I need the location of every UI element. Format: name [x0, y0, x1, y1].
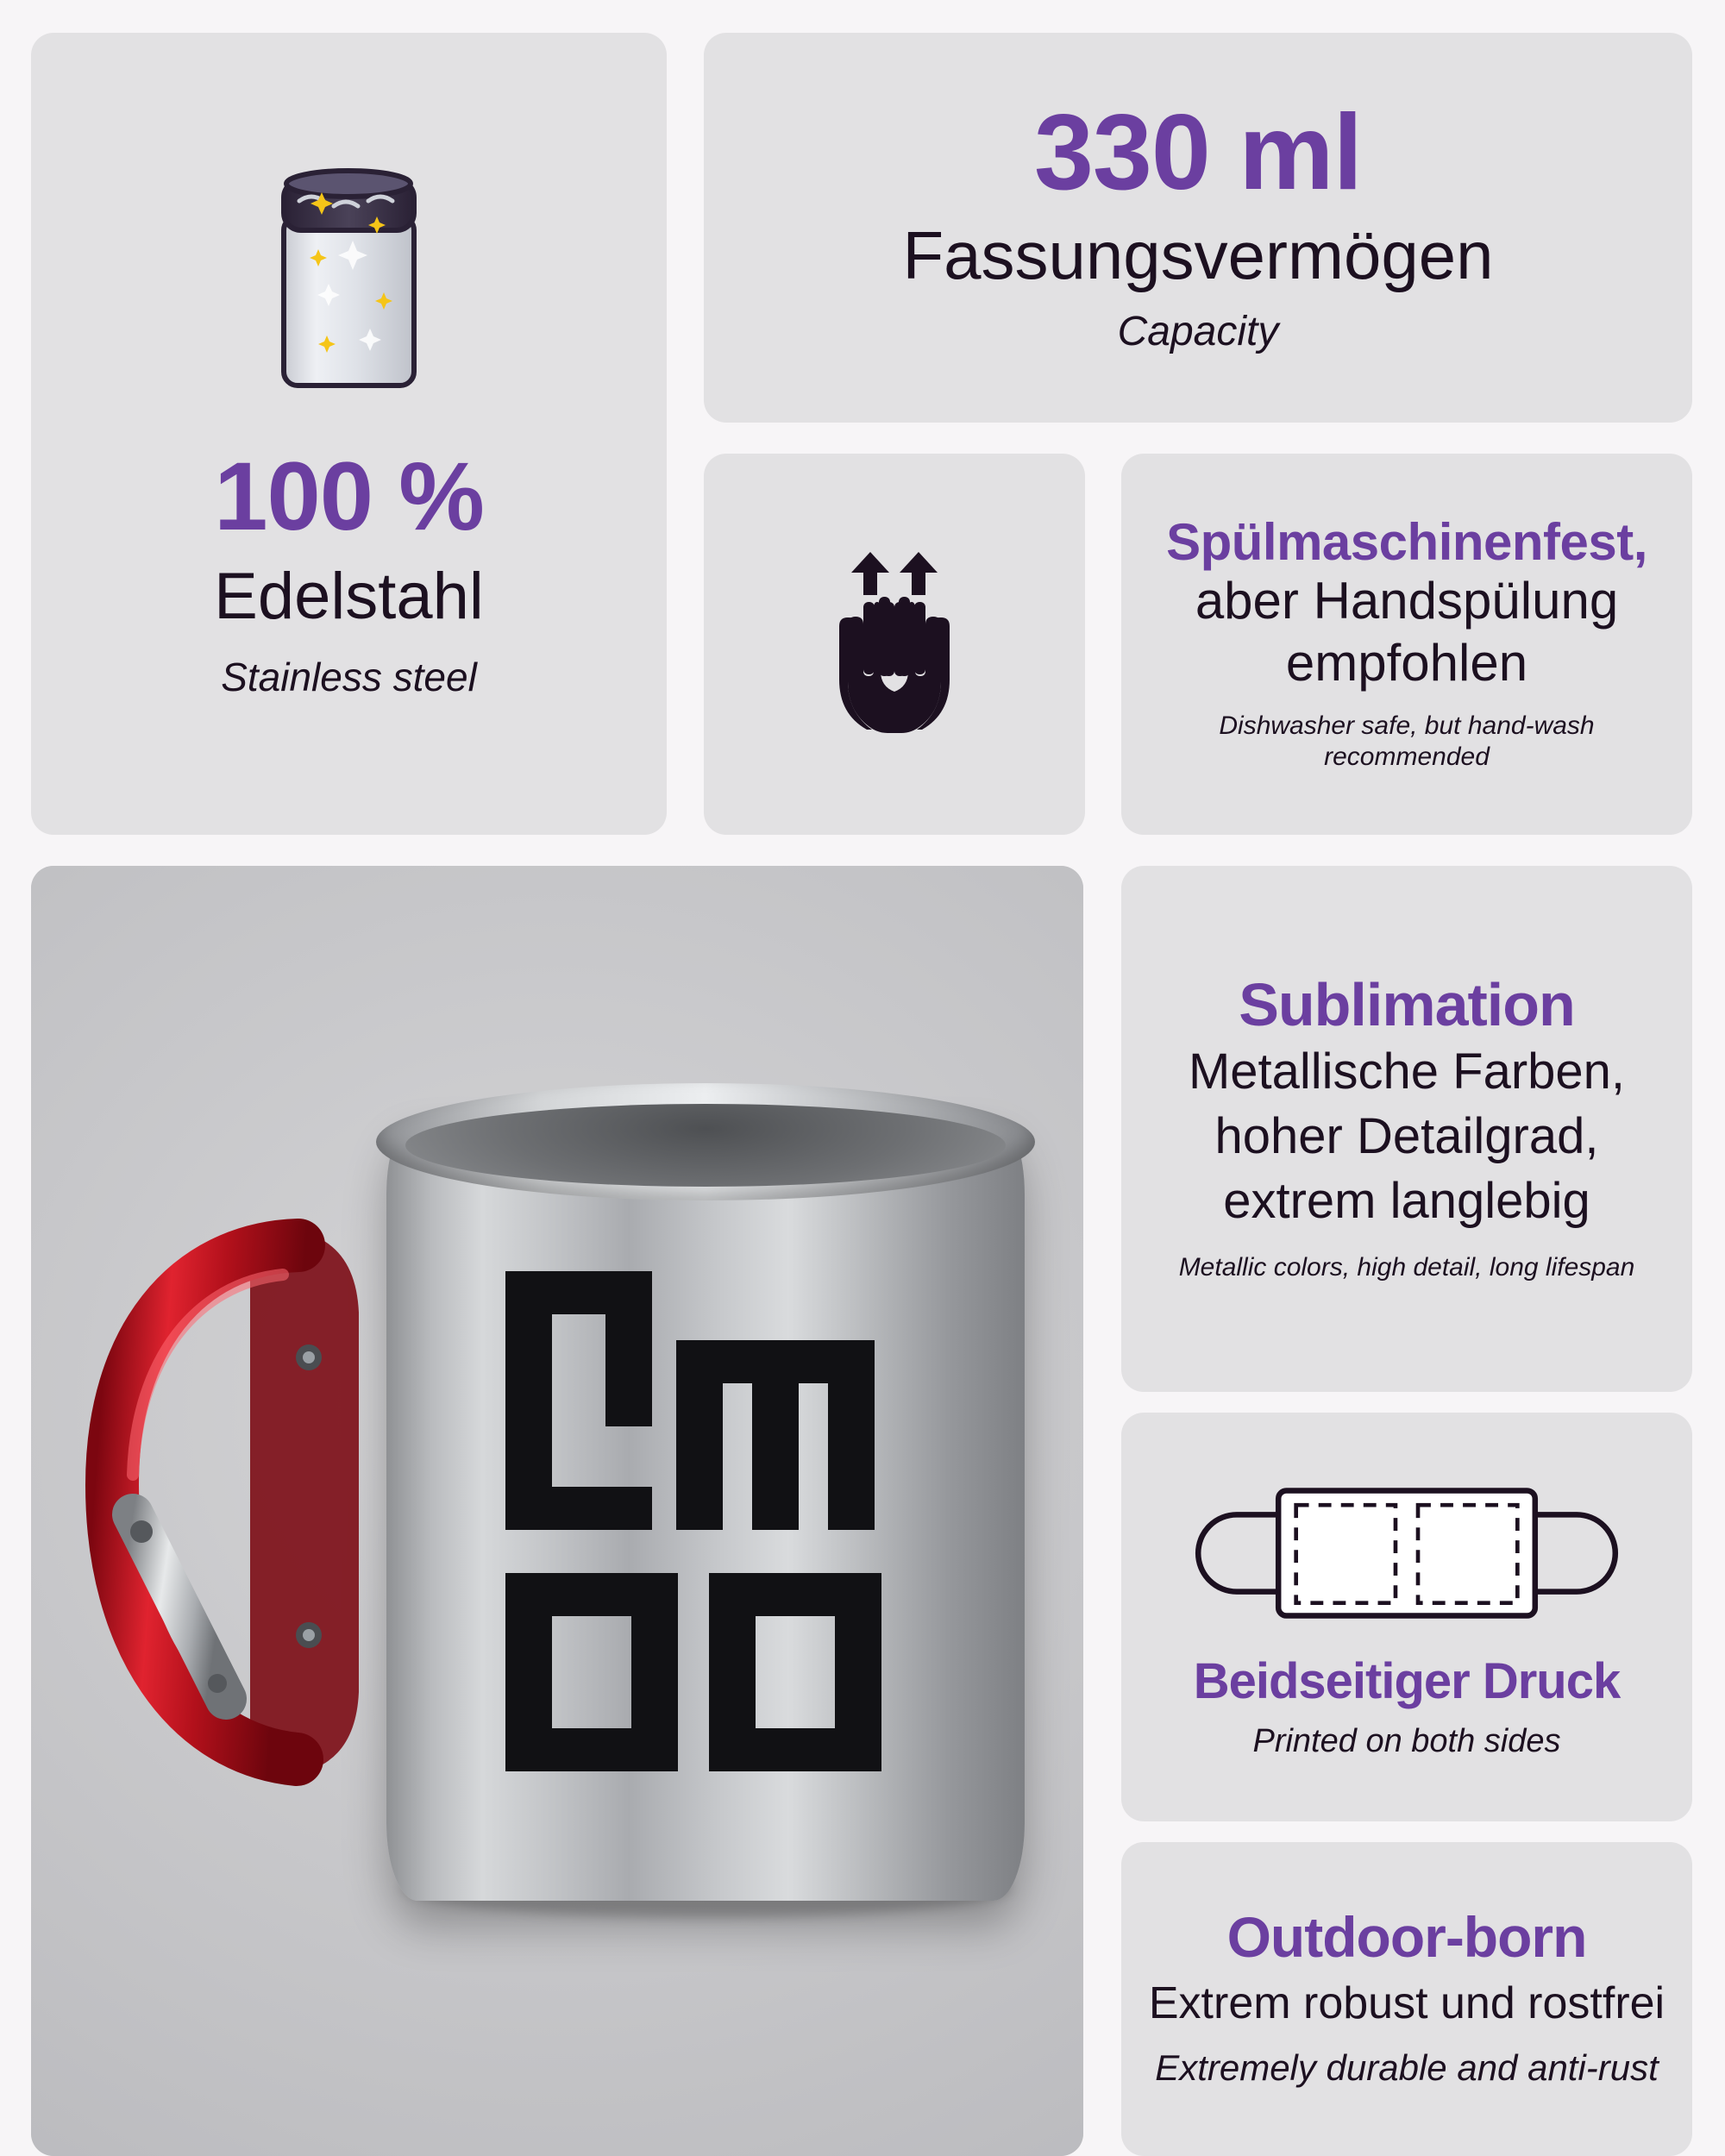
card-capacity: [704, 33, 1692, 423]
product-photo: [31, 866, 1083, 2156]
sublimation-line3: extrem langlebig: [1223, 1173, 1590, 1230]
steel-headline: 100 %: [214, 442, 484, 550]
card-stainless-steel: [31, 33, 667, 835]
mug-interior: [405, 1104, 1006, 1187]
feature-card-grid: [31, 33, 1694, 2123]
outdoor-translation: Extremely durable and anti-rust: [1155, 2046, 1659, 2088]
card-outdoor-born: [1121, 1842, 1692, 2156]
bothsides-translation: Printed on both sides: [1252, 1722, 1561, 1759]
dishwasher-headline: Spülmaschinenfest,: [1166, 513, 1647, 572]
sublimation-line1: Metallische Farben,: [1188, 1044, 1626, 1100]
card-dishwasher-safe: [1121, 454, 1692, 835]
mug-logo: [480, 1237, 928, 1806]
capacity-subhead: Fassungsvermögen: [902, 216, 1494, 293]
sublimation-line2: hoher Detailgrad,: [1214, 1108, 1599, 1165]
capacity-headline: 330 ml: [1033, 93, 1363, 213]
print-both-sides-icon: [1165, 1473, 1648, 1633]
steel-translation: Stainless steel: [221, 655, 477, 700]
outdoor-subhead: Extrem robust und rostfrei: [1148, 1978, 1665, 2029]
dishwasher-line2: aber Handspülung: [1195, 572, 1619, 630]
dishwasher-line3: empfohlen: [1285, 633, 1528, 692]
sublimation-translation: Metallic colors, high detail, long lifespan: [1178, 1253, 1635, 1282]
careful-handling-hands-icon: [791, 545, 998, 743]
dishwasher-translation: Dishwasher safe, but hand-wash recommended: [1219, 711, 1595, 771]
carabiner-handle: [83, 1211, 445, 1797]
steel-subhead: Edelstahl: [214, 559, 484, 633]
outdoor-headline: Outdoor-born: [1226, 1905, 1587, 1970]
sublimation-headline: Sublimation: [1239, 970, 1575, 1038]
bothsides-headline: Beidseitiger Druck: [1193, 1652, 1621, 1709]
capacity-translation: Capacity: [1117, 309, 1279, 355]
card-sublimation: [1121, 866, 1692, 1392]
card-printed-both-sides: [1121, 1413, 1692, 1821]
photo-stage: [31, 866, 1083, 2156]
stainless-steel-canister-icon: [273, 166, 424, 399]
card-careful-handling: [704, 454, 1085, 835]
